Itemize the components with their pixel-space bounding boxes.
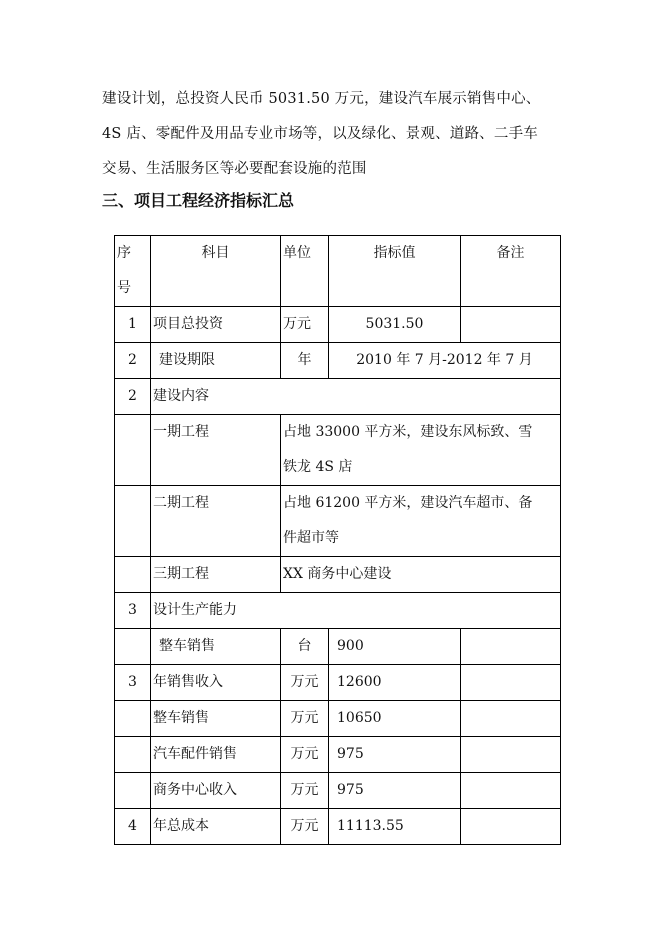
row-item: 建设内容 (151, 379, 561, 415)
header-unit: 单位 (281, 236, 329, 307)
row-unit: 万元 (281, 665, 329, 701)
row-note (461, 629, 561, 665)
row-unit: 台 (281, 629, 329, 665)
row-item: 整车销售 (151, 629, 281, 665)
row-content: XX 商务中心建设 (281, 557, 561, 593)
row-note (461, 307, 561, 343)
row-content-line: 件超市等 (283, 530, 339, 546)
section-heading: 三、项目工程经济指标汇总 (102, 191, 295, 210)
row-value: 11113.55 (329, 809, 461, 845)
row-item: 三期工程 (151, 557, 281, 593)
header-item: 科目 (151, 236, 281, 307)
row-seq (115, 415, 151, 486)
row-seq (115, 701, 151, 737)
row-content-line: 铁龙 4S 店 (283, 459, 353, 475)
header-seq (115, 236, 151, 307)
table-row (115, 486, 561, 557)
header-seq-line: 号 (117, 280, 131, 296)
table-row (115, 379, 561, 415)
intro-line: 4S 店、零配件及用品专业市场等，以及绿化、景观、道路、二手车 (102, 126, 538, 142)
row-value: 2010 年 7 月-2012 年 7 月 (329, 343, 561, 379)
intro-line: 建设计划，总投资人民币 5031.50 万元，建设汽车展示销售中心、 (102, 91, 541, 107)
table-row (115, 343, 561, 379)
row-seq: 3 (115, 665, 151, 701)
row-note (461, 737, 561, 773)
table-row (115, 307, 561, 343)
row-value: 900 (329, 629, 461, 665)
row-value: 10650 (329, 701, 461, 737)
row-seq (115, 737, 151, 773)
table-row (115, 809, 561, 845)
row-item: 年总成本 (151, 809, 281, 845)
table-row (115, 665, 561, 701)
row-seq (115, 486, 151, 557)
row-content-line: 占地 61200 平方米，建设汽车超市、备 (283, 495, 533, 511)
row-note (461, 773, 561, 809)
row-seq: 4 (115, 809, 151, 845)
table-row (115, 415, 561, 486)
intro-paragraph (102, 82, 572, 187)
row-content-line: 占地 33000 平方米，建设东风标致、雪 (283, 424, 533, 440)
economic-indicator-table (114, 235, 561, 845)
row-seq: 1 (115, 307, 151, 343)
row-unit: 万元 (281, 737, 329, 773)
row-note (461, 809, 561, 845)
row-content (281, 486, 561, 557)
row-item: 商务中心收入 (151, 773, 281, 809)
header-value: 指标值 (329, 236, 461, 307)
intro-line: 交易、生活服务区等必要配套设施的范围 (102, 161, 367, 177)
table-header-row (115, 236, 561, 307)
row-seq: 2 (115, 379, 151, 415)
row-seq (115, 629, 151, 665)
table-row (115, 701, 561, 737)
header-note: 备注 (461, 236, 561, 307)
table-row (115, 773, 561, 809)
row-seq: 3 (115, 593, 151, 629)
row-unit: 万元 (281, 701, 329, 737)
row-item: 汽车配件销售 (151, 737, 281, 773)
row-value: 975 (329, 773, 461, 809)
row-note (461, 701, 561, 737)
row-item: 二期工程 (151, 486, 281, 557)
row-item: 项目总投资 (151, 307, 281, 343)
row-item: 整车销售 (151, 701, 281, 737)
header-seq-line: 序 (117, 245, 131, 261)
row-value: 12600 (329, 665, 461, 701)
table-row (115, 737, 561, 773)
row-item: 年销售收入 (151, 665, 281, 701)
row-unit: 万元 (281, 773, 329, 809)
row-item: 设计生产能力 (151, 593, 561, 629)
row-unit: 年 (281, 343, 329, 379)
row-value: 975 (329, 737, 461, 773)
row-seq: 2 (115, 343, 151, 379)
row-item: 一期工程 (151, 415, 281, 486)
row-unit: 万元 (281, 809, 329, 845)
table-row (115, 593, 561, 629)
row-unit: 万元 (281, 307, 329, 343)
row-seq (115, 773, 151, 809)
table-row (115, 557, 561, 593)
row-note (461, 665, 561, 701)
table-row (115, 629, 561, 665)
row-seq (115, 557, 151, 593)
row-item: 建设期限 (151, 343, 281, 379)
row-value: 5031.50 (329, 307, 461, 343)
row-content (281, 415, 561, 486)
